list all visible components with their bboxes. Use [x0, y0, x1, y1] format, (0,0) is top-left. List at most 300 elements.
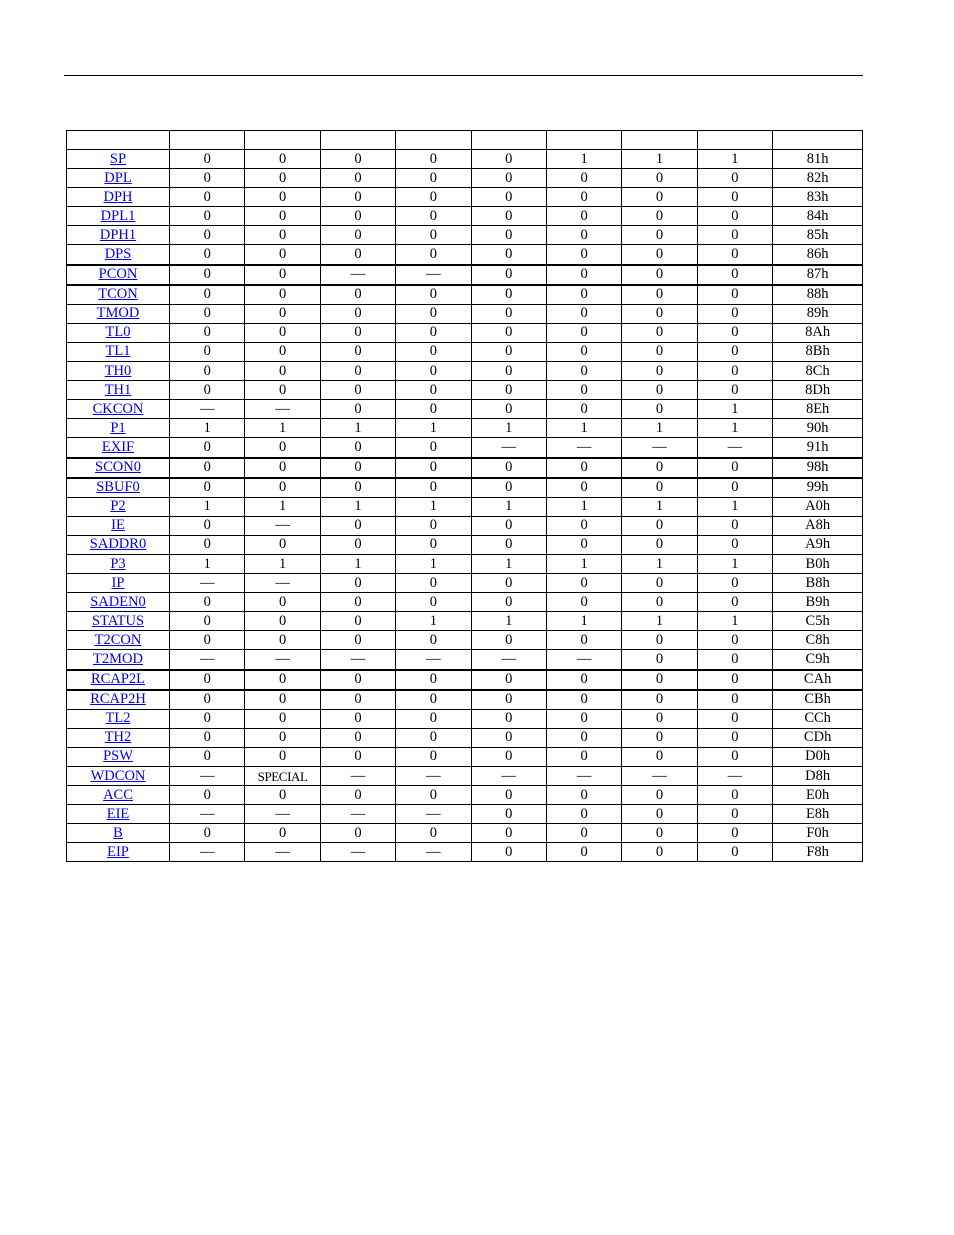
bit-cell: 0: [170, 323, 245, 342]
register-link[interactable]: IP: [111, 574, 125, 591]
register-link[interactable]: WDCON: [90, 767, 146, 784]
register-name-cell: [67, 554, 170, 573]
bit-cell: 0: [170, 150, 245, 169]
bit-cell: 0: [170, 226, 245, 245]
header-cell: [320, 131, 395, 150]
register-link[interactable]: TCON: [98, 286, 138, 303]
bit-cell: 0: [170, 690, 245, 710]
bit-cell: 0: [396, 362, 471, 381]
table-row: [67, 438, 863, 458]
register-name-cell: [67, 265, 170, 285]
bit-cell: 0: [170, 516, 245, 535]
bit-cell: 0: [245, 362, 320, 381]
bit-cell: 0: [320, 535, 395, 554]
register-name-cell: [67, 207, 170, 226]
register-link[interactable]: TH0: [104, 362, 132, 379]
bit-cell: 0: [396, 169, 471, 188]
address-cell: 8Ch: [773, 362, 863, 381]
bit-cell: 0: [170, 786, 245, 805]
bit-cell: 0: [697, 728, 772, 747]
register-link[interactable]: ACC: [103, 786, 133, 803]
bit-cell: 0: [546, 843, 621, 862]
bit-cell: 0: [697, 265, 772, 285]
bit-cell: 0: [471, 207, 546, 226]
register-link[interactable]: TH1: [104, 381, 132, 398]
register-name-cell: [67, 650, 170, 670]
address-cell: CBh: [773, 690, 863, 710]
bit-cell: 0: [471, 265, 546, 285]
register-link[interactable]: TL0: [105, 324, 131, 341]
address-cell: A8h: [773, 516, 863, 535]
bit-cell: —: [697, 438, 772, 458]
bit-cell: 0: [622, 650, 697, 670]
table-row: [67, 650, 863, 670]
bit-cell: 0: [471, 478, 546, 498]
bit-cell: —: [170, 574, 245, 593]
register-name-cell: [67, 574, 170, 593]
bit-cell: 0: [471, 631, 546, 650]
table-row: [67, 400, 863, 419]
bit-cell: 0: [697, 226, 772, 245]
header-cell: [170, 131, 245, 150]
bit-cell: 0: [622, 458, 697, 478]
address-cell: 8Eh: [773, 400, 863, 419]
bit-cell: 0: [170, 728, 245, 747]
address-cell: D8h: [773, 767, 863, 786]
bit-cell: 0: [471, 323, 546, 342]
bit-cell: 0: [546, 245, 621, 265]
bit-cell: 0: [546, 207, 621, 226]
bit-cell: 1: [546, 497, 621, 516]
table-body: [67, 150, 863, 862]
register-name-cell: [67, 516, 170, 535]
bit-cell: 0: [471, 824, 546, 843]
header-cell: [245, 131, 320, 150]
bit-cell: 0: [471, 342, 546, 361]
register-link[interactable]: EIE: [106, 805, 130, 822]
bit-cell: 0: [546, 285, 621, 305]
bit-cell: —: [320, 805, 395, 824]
bit-cell: —: [320, 650, 395, 670]
bit-cell: 1: [396, 612, 471, 631]
bit-cell: 0: [245, 188, 320, 207]
bit-cell: 0: [471, 188, 546, 207]
register-link[interactable]: STATUS: [91, 612, 145, 629]
bit-cell: 1: [622, 497, 697, 516]
register-name-cell: [67, 150, 170, 169]
register-name-cell: [67, 245, 170, 265]
bit-cell: 0: [546, 574, 621, 593]
bit-cell: 0: [245, 786, 320, 805]
address-cell: 85h: [773, 226, 863, 245]
bit-cell: 0: [320, 323, 395, 342]
register-link[interactable]: P1: [110, 419, 126, 436]
register-name-cell: [67, 226, 170, 245]
bit-cell: 0: [471, 709, 546, 728]
register-link[interactable]: T2MOD: [93, 650, 143, 667]
bit-cell: 0: [396, 150, 471, 169]
bit-cell: 0: [245, 824, 320, 843]
address-cell: 91h: [773, 438, 863, 458]
table-row: [67, 574, 863, 593]
register-link[interactable]: TH2: [104, 729, 132, 746]
bit-cell: —: [546, 650, 621, 670]
bit-cell: 0: [546, 631, 621, 650]
bit-cell: 0: [622, 245, 697, 265]
bit-cell: 0: [396, 478, 471, 498]
bit-cell: 0: [396, 342, 471, 361]
bit-cell: 0: [471, 535, 546, 554]
bit-cell: 0: [396, 670, 471, 690]
bit-cell: 0: [622, 709, 697, 728]
bit-cell: 0: [546, 304, 621, 323]
register-link[interactable]: EXIF: [101, 438, 135, 455]
bit-cell: 1: [697, 150, 772, 169]
bit-cell: 0: [697, 304, 772, 323]
bit-cell: —: [396, 265, 471, 285]
register-name-cell: [67, 690, 170, 710]
register-link[interactable]: P2: [110, 498, 126, 515]
bit-cell: 1: [245, 554, 320, 573]
table-row: [67, 612, 863, 631]
bit-cell: 0: [396, 574, 471, 593]
bit-cell: 1: [396, 497, 471, 516]
bit-cell: —: [396, 650, 471, 670]
address-cell: C8h: [773, 631, 863, 650]
bit-cell: 0: [697, 631, 772, 650]
bit-cell: 0: [622, 631, 697, 650]
bit-cell: 0: [622, 805, 697, 824]
bit-cell: 0: [697, 362, 772, 381]
bit-cell: 0: [245, 342, 320, 361]
register-link[interactable]: SCON0: [95, 459, 141, 476]
register-link[interactable]: TL1: [105, 343, 131, 360]
bit-cell: 0: [320, 690, 395, 710]
address-cell: 82h: [773, 169, 863, 188]
register-link[interactable]: SP: [109, 150, 127, 167]
bit-cell: 0: [320, 458, 395, 478]
register-name-cell: [67, 438, 170, 458]
bit-cell: 1: [697, 400, 772, 419]
bit-cell: 0: [245, 207, 320, 226]
bit-cell: 0: [170, 265, 245, 285]
register-link[interactable]: RCAP2H: [90, 691, 146, 708]
register-link[interactable]: DPH: [103, 188, 133, 205]
table-row: [67, 478, 863, 498]
bit-cell: 0: [245, 323, 320, 342]
bit-cell: 0: [396, 593, 471, 612]
bit-cell: 0: [622, 400, 697, 419]
bit-cell: 0: [546, 824, 621, 843]
table-header-row: [67, 131, 863, 150]
table-row: [67, 670, 863, 690]
bit-cell: 0: [396, 516, 471, 535]
bit-cell: 0: [170, 245, 245, 265]
address-cell: 90h: [773, 419, 863, 438]
bit-cell: 0: [170, 670, 245, 690]
table-row: [67, 497, 863, 516]
bit-cell: 1: [697, 554, 772, 573]
bit-cell: 0: [245, 381, 320, 400]
bit-cell: 1: [245, 497, 320, 516]
bit-cell: —: [471, 650, 546, 670]
bit-cell: 0: [546, 690, 621, 710]
bit-cell: 1: [622, 554, 697, 573]
bit-cell: 0: [245, 245, 320, 265]
bit-cell: 0: [471, 593, 546, 612]
bit-cell: 1: [697, 497, 772, 516]
register-link[interactable]: SADEN0: [90, 593, 146, 610]
bit-cell: 0: [170, 747, 245, 766]
bit-cell: 0: [170, 478, 245, 498]
register-name-cell: [67, 342, 170, 361]
bit-cell: —: [546, 438, 621, 458]
bit-cell: 0: [471, 245, 546, 265]
address-cell: D0h: [773, 747, 863, 766]
register-link[interactable]: RCAP2L: [91, 671, 145, 688]
bit-cell: 0: [546, 747, 621, 766]
table-row: [67, 362, 863, 381]
address-cell: E0h: [773, 786, 863, 805]
bit-cell: 0: [697, 824, 772, 843]
bit-cell: 0: [396, 226, 471, 245]
bit-cell: 0: [396, 690, 471, 710]
address-cell: 98h: [773, 458, 863, 478]
register-link[interactable]: T2CON: [94, 631, 142, 648]
bit-cell: 0: [396, 304, 471, 323]
bit-cell: —: [471, 767, 546, 786]
bit-cell: 1: [396, 419, 471, 438]
bit-cell: 0: [471, 786, 546, 805]
bit-cell: 0: [396, 631, 471, 650]
address-cell: CDh: [773, 728, 863, 747]
bit-cell: —: [245, 574, 320, 593]
bit-cell: 0: [170, 458, 245, 478]
bit-cell: 0: [170, 593, 245, 612]
bit-cell: 0: [471, 516, 546, 535]
register-name-cell: [67, 593, 170, 612]
bit-cell: 0: [245, 458, 320, 478]
bit-cell: 0: [396, 786, 471, 805]
bit-cell: 0: [170, 207, 245, 226]
bit-cell: 0: [396, 323, 471, 342]
register-link[interactable]: PCON: [98, 266, 138, 283]
register-link[interactable]: DPL: [104, 169, 132, 186]
address-cell: F8h: [773, 843, 863, 862]
address-cell: 81h: [773, 150, 863, 169]
register-name-cell: [67, 728, 170, 747]
bit-cell: 0: [622, 747, 697, 766]
bit-cell: 0: [546, 728, 621, 747]
bit-cell: 0: [546, 516, 621, 535]
register-link[interactable]: EIP: [107, 843, 129, 860]
address-cell: B9h: [773, 593, 863, 612]
address-cell: 86h: [773, 245, 863, 265]
address-cell: 84h: [773, 207, 863, 226]
bit-cell: 0: [546, 805, 621, 824]
table-row: [67, 824, 863, 843]
bit-cell: 0: [622, 362, 697, 381]
bit-cell: 0: [697, 245, 772, 265]
address-cell: 88h: [773, 285, 863, 305]
table-row: [67, 285, 863, 305]
bit-cell: 0: [622, 786, 697, 805]
register-link[interactable]: IE: [111, 517, 125, 534]
bit-cell: 1: [320, 419, 395, 438]
register-link[interactable]: B: [113, 824, 123, 841]
bit-cell: 0: [622, 824, 697, 843]
register-name-cell: [67, 400, 170, 419]
header-cell: [546, 131, 621, 150]
bit-cell: 0: [697, 342, 772, 361]
bit-cell: 0: [320, 226, 395, 245]
bit-cell: 0: [697, 478, 772, 498]
register-name-cell: [67, 709, 170, 728]
bit-cell: 0: [170, 709, 245, 728]
bit-cell: 0: [697, 805, 772, 824]
bit-cell: —: [245, 650, 320, 670]
register-link[interactable]: SBUF0: [96, 479, 140, 496]
bit-cell: 0: [546, 362, 621, 381]
bit-cell: 1: [471, 419, 546, 438]
table-row: [67, 188, 863, 207]
bit-cell: 0: [546, 226, 621, 245]
bit-cell: 1: [245, 419, 320, 438]
table-row: [67, 207, 863, 226]
bit-cell: 0: [320, 574, 395, 593]
bit-cell: 0: [320, 169, 395, 188]
bit-cell: 0: [697, 593, 772, 612]
bit-cell: —: [170, 805, 245, 824]
bit-cell: 0: [245, 285, 320, 305]
bit-cell: 0: [546, 342, 621, 361]
table-row: [67, 709, 863, 728]
table-row: [67, 245, 863, 265]
bit-cell: 1: [170, 419, 245, 438]
bit-cell: 1: [546, 612, 621, 631]
bit-cell: 0: [320, 593, 395, 612]
bit-cell: 0: [170, 285, 245, 305]
register-link[interactable]: DPS: [104, 246, 132, 263]
bit-cell: 0: [396, 245, 471, 265]
bit-cell: 0: [170, 612, 245, 631]
bit-cell: 0: [697, 458, 772, 478]
bit-cell: 0: [622, 304, 697, 323]
header-cell: [622, 131, 697, 150]
bit-cell: 0: [622, 574, 697, 593]
bit-cell: 0: [245, 265, 320, 285]
register-link[interactable]: TMOD: [96, 305, 140, 322]
register-link[interactable]: P3: [110, 555, 126, 572]
bit-cell: 0: [320, 304, 395, 323]
bit-cell: 0: [245, 169, 320, 188]
register-link[interactable]: SADDR0: [89, 536, 147, 553]
bit-cell: 0: [546, 188, 621, 207]
bit-cell: 0: [622, 478, 697, 498]
bit-cell: 0: [622, 323, 697, 342]
bit-cell: 0: [622, 381, 697, 400]
register-name-cell: [67, 805, 170, 824]
register-link[interactable]: DPL1: [100, 207, 136, 224]
bit-cell: 0: [320, 381, 395, 400]
table-row: [67, 419, 863, 438]
bit-cell: 0: [396, 188, 471, 207]
bit-cell: —: [697, 767, 772, 786]
bit-cell: 1: [471, 497, 546, 516]
bit-cell: 0: [320, 188, 395, 207]
bit-cell: 0: [170, 362, 245, 381]
bit-cell: 0: [396, 400, 471, 419]
bit-cell: —: [245, 400, 320, 419]
address-cell: 99h: [773, 478, 863, 498]
bit-cell: 0: [697, 574, 772, 593]
address-cell: B8h: [773, 574, 863, 593]
register-link[interactable]: DPH1: [99, 226, 137, 243]
bit-cell: —: [320, 265, 395, 285]
bit-cell: 0: [471, 670, 546, 690]
bit-cell: 1: [546, 554, 621, 573]
register-link[interactable]: TL2: [105, 710, 131, 727]
bit-cell: 0: [622, 226, 697, 245]
bit-cell: 0: [396, 747, 471, 766]
register-name-cell: [67, 824, 170, 843]
address-cell: 87h: [773, 265, 863, 285]
bit-cell: 0: [471, 304, 546, 323]
table-row: [67, 554, 863, 573]
table-row: [67, 304, 863, 323]
register-link[interactable]: CKCON: [92, 400, 144, 417]
bit-cell: 0: [245, 535, 320, 554]
register-name-cell: [67, 381, 170, 400]
address-cell: 83h: [773, 188, 863, 207]
bit-cell: 0: [546, 478, 621, 498]
bit-cell: 1: [471, 554, 546, 573]
bit-cell: 0: [622, 207, 697, 226]
bit-cell: 0: [622, 728, 697, 747]
bit-cell: 0: [622, 265, 697, 285]
bit-cell: 0: [396, 438, 471, 458]
bit-cell: 0: [471, 458, 546, 478]
register-link[interactable]: PSW: [103, 748, 133, 765]
table-row: [67, 631, 863, 650]
bit-cell: 0: [320, 516, 395, 535]
bit-cell: 0: [697, 285, 772, 305]
register-name-cell: [67, 304, 170, 323]
bit-cell: 0: [697, 323, 772, 342]
bit-cell: 0: [396, 709, 471, 728]
register-name-cell: [67, 323, 170, 342]
address-cell: C5h: [773, 612, 863, 631]
bit-cell: 0: [471, 805, 546, 824]
header-cell: [471, 131, 546, 150]
bit-cell: 0: [471, 381, 546, 400]
bit-cell: 1: [320, 554, 395, 573]
bit-cell: 0: [471, 362, 546, 381]
bit-cell: —: [320, 843, 395, 862]
bit-cell: 0: [320, 285, 395, 305]
bit-cell: 0: [245, 709, 320, 728]
register-name-cell: [67, 631, 170, 650]
bit-cell: 0: [697, 747, 772, 766]
bit-cell: 0: [622, 535, 697, 554]
bit-cell: 0: [546, 709, 621, 728]
bit-cell: 0: [245, 612, 320, 631]
register-name-cell: [67, 843, 170, 862]
bit-cell: 0: [471, 843, 546, 862]
bit-cell: 0: [471, 226, 546, 245]
bit-cell: 0: [245, 438, 320, 458]
bit-cell: 0: [320, 709, 395, 728]
